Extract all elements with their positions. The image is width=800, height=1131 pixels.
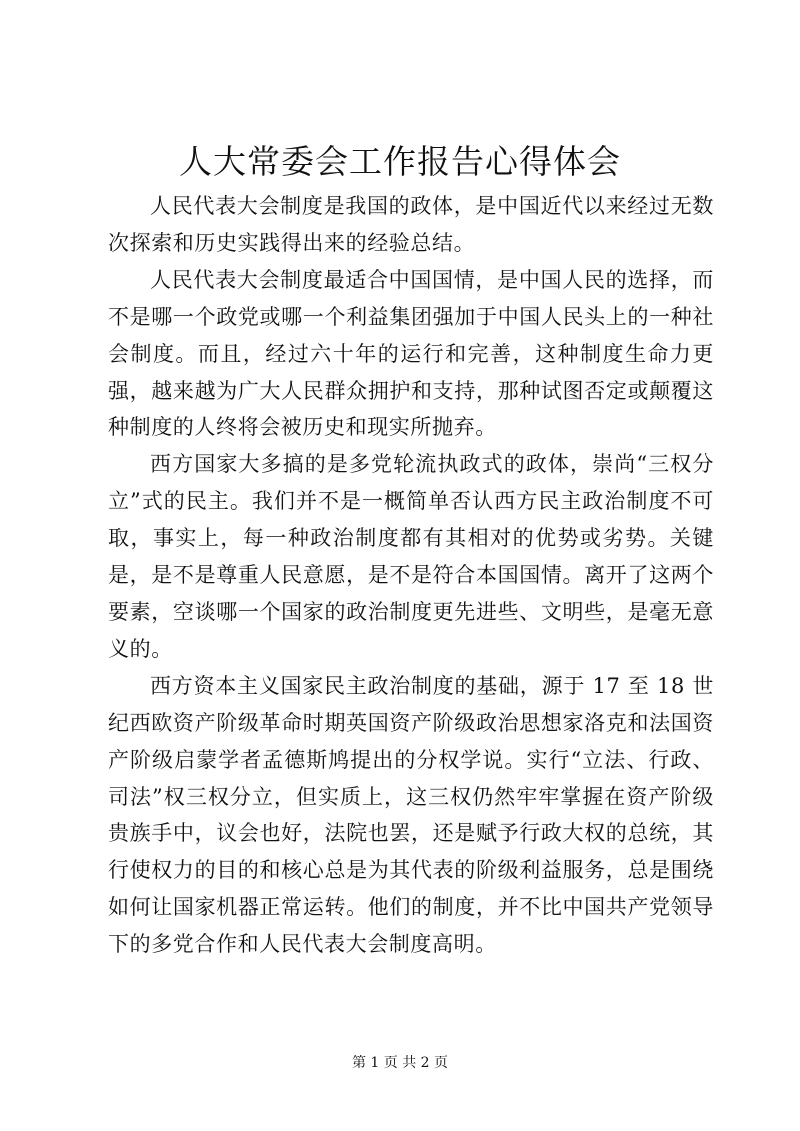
paragraph-1: 人民代表大会制度是我国的政体，是中国近代以来经过无数次探索和历史实践得出来的经验总结。 [108, 194, 714, 255]
document-body [108, 188, 714, 963]
paragraph-2: 人民代表大会制度最适合中国国情，是中国人民的选择，而不是哪一个政党或哪一个利益集团强加于中国人民头上的一种社会制度。而且，经过六十年的运行和完善，这种制度生命力更强，越来越为广大人民群众拥护和支持，那种试图否定或颠覆这种制度的人终将会被历史和现实所抛弃。 [108, 267, 714, 440]
paragraph-4: 西方资本主义国家民主政治制度的基础，源于 17 至 18 世纪西欧资产阶级革命时期英国资产阶级政治思想家洛克和法国资产阶级启蒙学者孟德斯鸠提出的分权学说。实行“立法、行政、司法”权三权分立，但实质上，这三权仍然牢牢掌握在资产阶级贵族手中，议会也好，法院也罢，还是赋予行政大权的总统，其行使权力的目的和核心总是为其代表的阶级利益服务，总是围绕如何让国家机器正常运转。他们的制度，并不比中国共产党领导下的多党合作和人民代表大会制度高明。 [108, 673, 714, 957]
page-number-footer: 第 1 页 共 2 页 [351, 1055, 449, 1071]
paragraph-3: 西方国家大多搞的是多党轮流执政式的政体，崇尚“三权分立”式的民主。我们并不是一概简单否认西方民主政治制度不可取，事实上，每一种政治制度都有其相对的优势或劣势。关键是，是不是尊重人民意愿，是不是符合本国国情。离开了这两个要素，空谈哪一个国家的政治制度更先进些、文明些，是毫无意义的。 [108, 452, 714, 661]
document-title: 人大常委会工作报告心得体会 [179, 142, 621, 181]
